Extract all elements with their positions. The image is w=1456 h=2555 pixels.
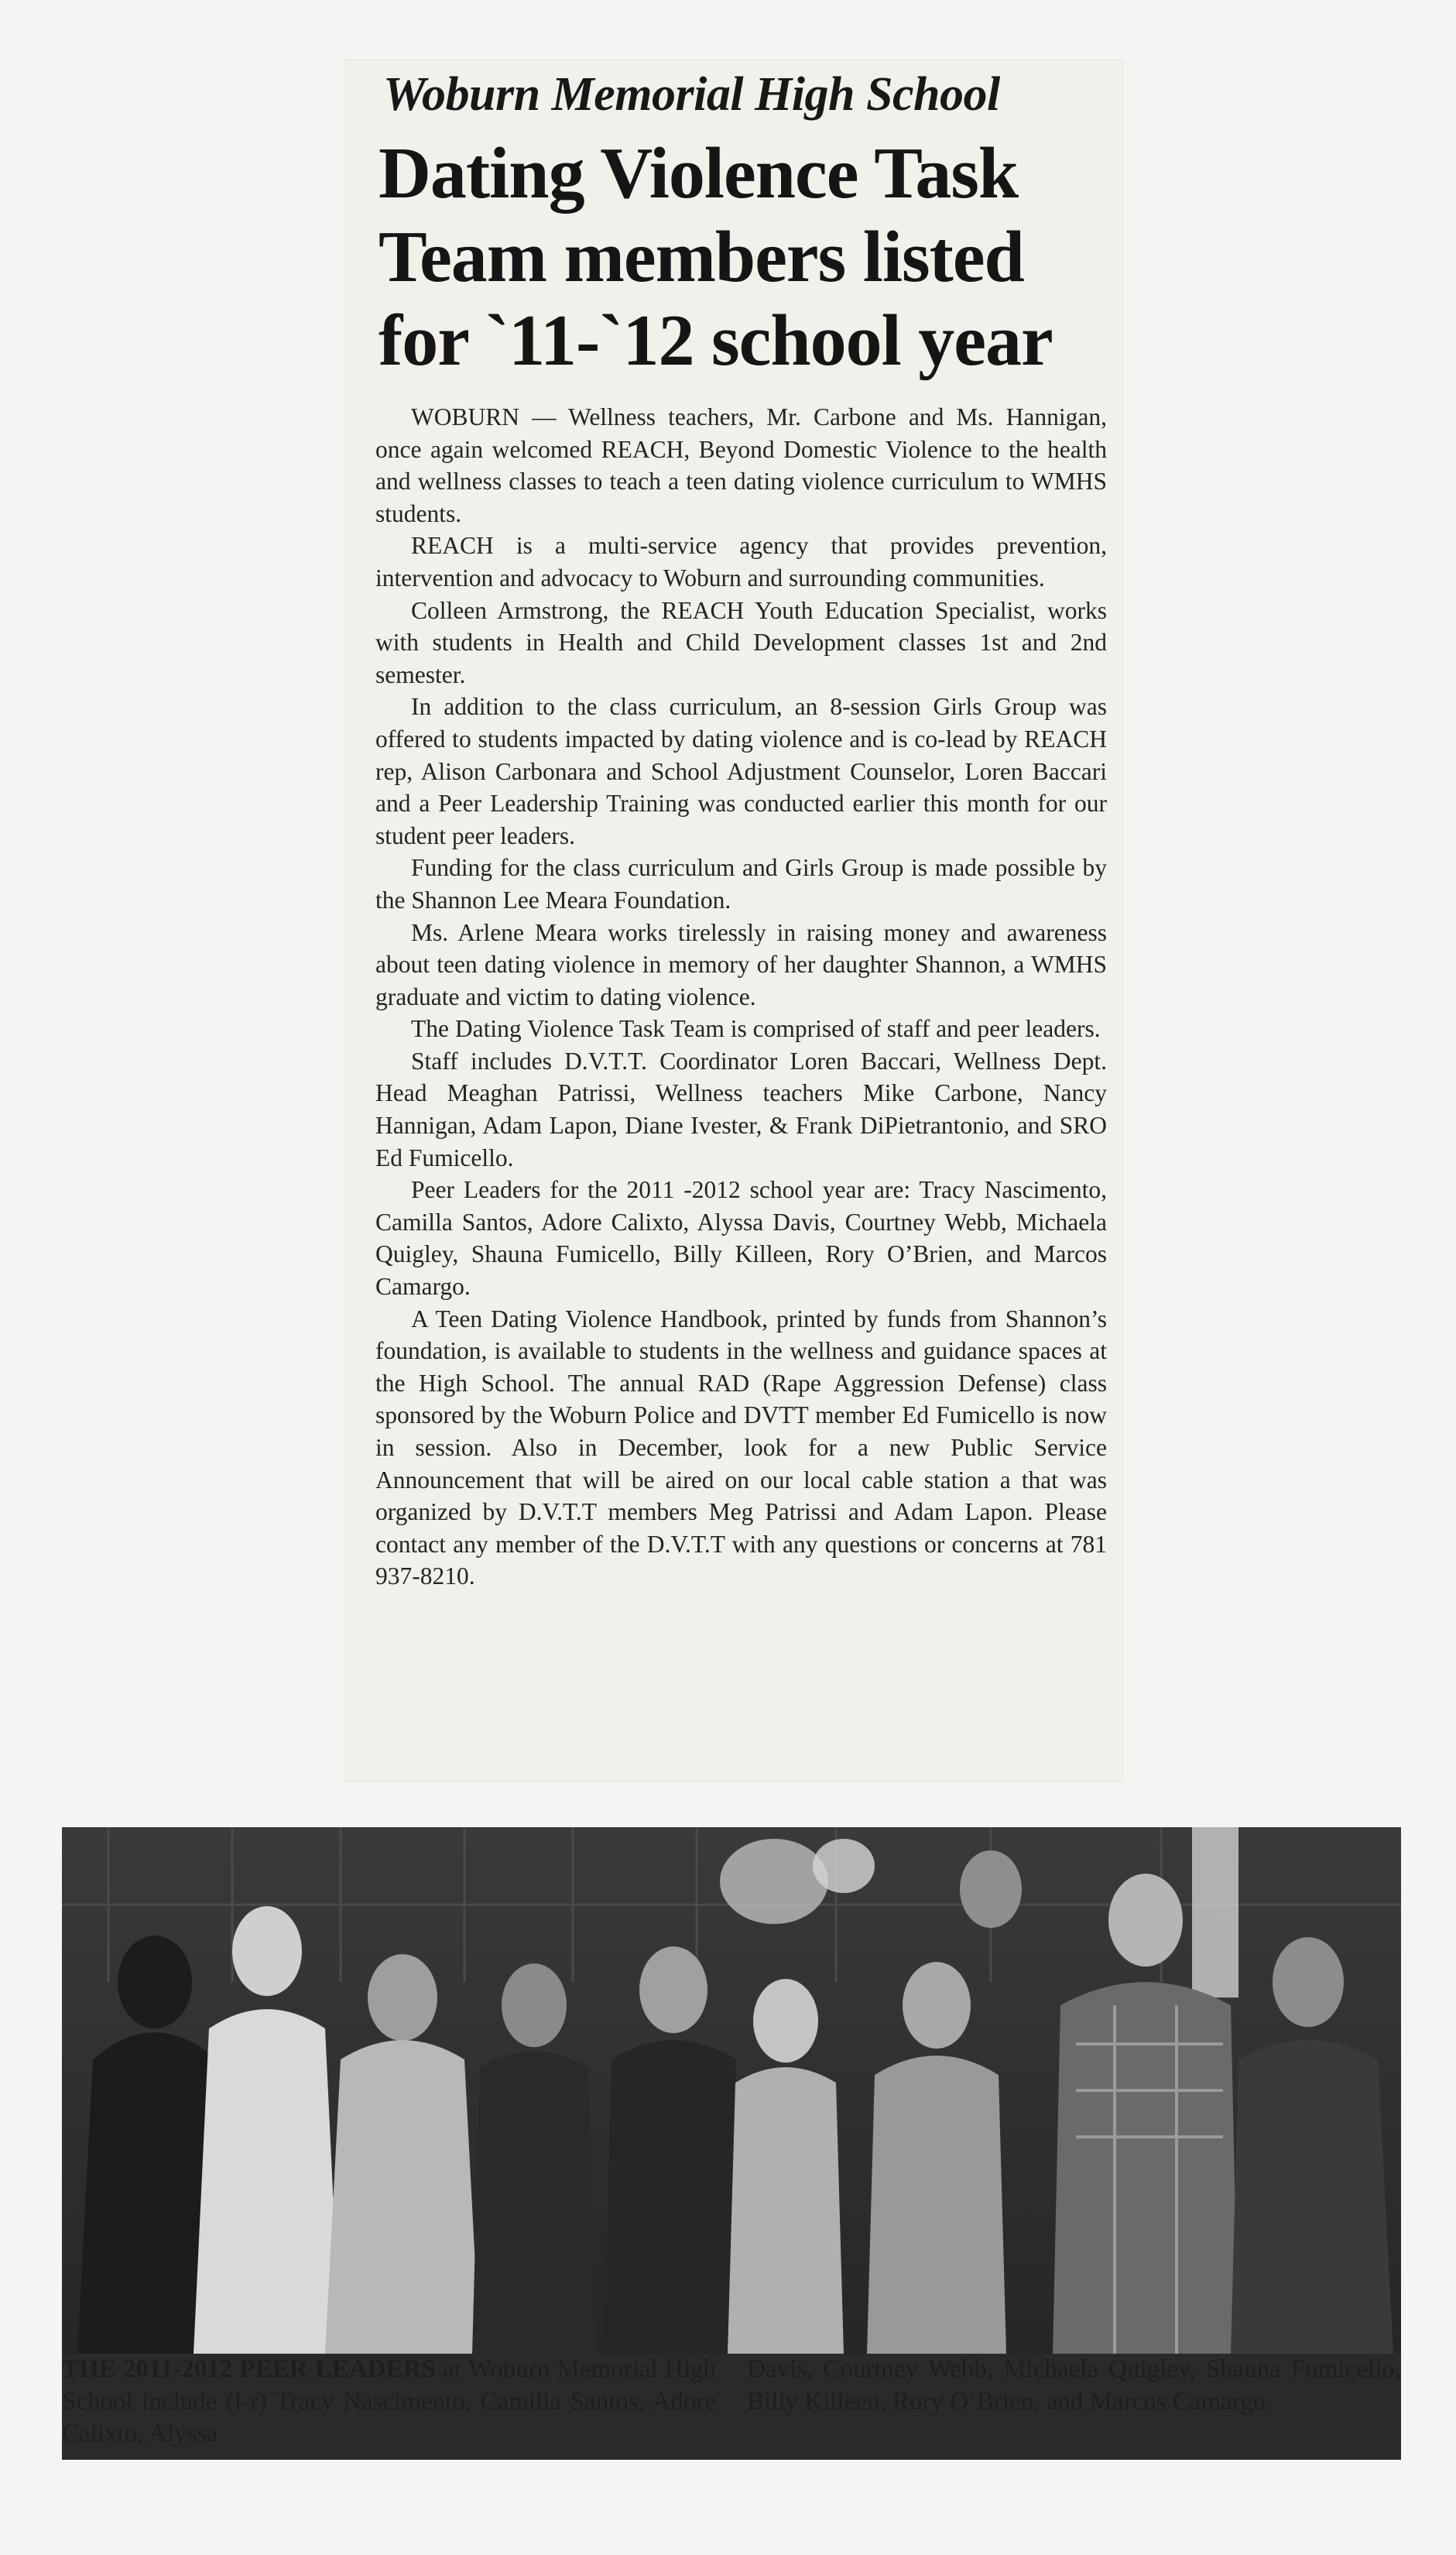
- caption-left-text: at Woburn Memorial High School include (l-r) Tracy Nascimento, Camilla Santos, Adore Calixto, Alyssa: [62, 2355, 716, 2447]
- article-paragraph: A Teen Dating Violence Handbook, printed by funds from Shannon’s foundation, is available to students in the wellness and guidance spaces at the High School. The annual RAD (Rape Aggression Defense) class sponsored by the Woburn Police and DVTT member Ed Fumicello is now in session. Also in December, look for a new Public Service Announcement that will be aired on our local cable station a that was organized by D.V.T.T members Meg Patrissi and Adam Lapon. Please contact any member of the D.V.T.T with any questions or concerns at 781 937-8210.: [375, 1305, 1107, 1590]
- kicker-school-name: Woburn Memorial High School: [383, 68, 1000, 121]
- article-paragraph: WOBURN — Wellness teachers, Mr. Carbone and Ms. Hannigan, once again welcomed REACH, Beyond Domestic Violence to the health and wellness classes to teach a teen dating violence curriculum to WMHS students.: [375, 403, 1107, 527]
- headline: Dating Violence Task Team members listed for `11-`12 school year: [379, 133, 1053, 381]
- article-paragraph: Staff includes D.V.T.T. Coordinator Loren Baccari, Wellness Dept. Head Meaghan Patrissi, Wellness teachers Mike Carbone, Nancy Hannigan, Adam Lapon, Diane Ivester, & Frank DiPietrantonio, and SRO Ed Fumicello.: [375, 1047, 1107, 1171]
- article-paragraph: REACH is a multi-service agency that provides prevention, intervention and advocacy to Woburn and surrounding communities.: [375, 532, 1107, 592]
- group-photo-image: [62, 1827, 1401, 2354]
- article-paragraph: Peer Leaders for the 2011 -2012 school year are: Tracy Nascimento, Camilla Santos, Adore Calixto, Alyssa Davis, Courtney Webb, Michaela Quigley, Shauna Fumicello, Billy Killeen, Rory O’Brien, and Marcos Camargo.: [375, 1176, 1107, 1301]
- article-paragraph: The Dating Violence Task Team is comprised of staff and peer leaders.: [411, 1015, 1101, 1043]
- photo-caption: [62, 2354, 1401, 2470]
- article-body: [375, 401, 1107, 1593]
- article-paragraph: Funding for the class curriculum and Girls Group is made possible by the Shannon Lee Meara Foundation.: [375, 854, 1107, 914]
- caption-right-column: Davis, Courtney Webb, Michaela Quigley, Shauna Fumicello, Billy Killeen, Rory O’Brien, and Marcos Camargo.: [747, 2355, 1401, 2416]
- article-paragraph: In addition to the class curriculum, an 8-session Girls Group was offered to students impacted by dating violence and is co-lead by REACH rep, Alison Carbonara and School Adjustment Counselor, Loren Baccari and a Peer Leadership Training was conducted earlier this month for our student peer leaders.: [375, 693, 1107, 849]
- news-clipping: [344, 60, 1122, 1781]
- article-paragraph: Colleen Armstrong, the REACH Youth Education Specialist, works with students in Health and Child Development classes 1st and 2nd semester.: [375, 596, 1107, 688]
- article-paragraph: Ms. Arlene Meara works tirelessly in raising money and awareness about teen dating violence in memory of her daughter Shannon, a WMHS graduate and victim to dating violence.: [375, 918, 1107, 1010]
- caption-lead: THE 2011-2012 PEER LEADERS: [62, 2355, 436, 2383]
- caption-left-column: [62, 2354, 716, 2450]
